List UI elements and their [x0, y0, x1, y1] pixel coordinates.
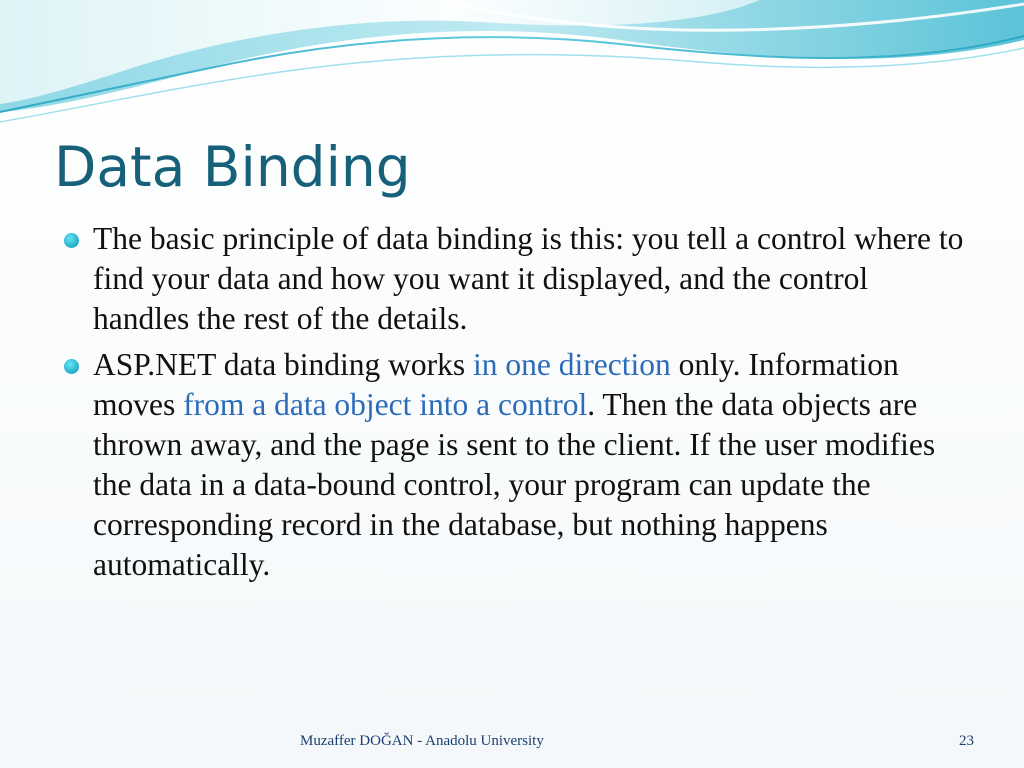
bullet-text: ASP.NET data binding works — [93, 347, 474, 382]
bullet-icon — [64, 359, 79, 374]
bullet-icon — [64, 233, 79, 248]
highlighted-text: from a data object into a control — [183, 387, 588, 422]
bullet-list — [64, 219, 964, 591]
bullet-text: The basic principle of data binding is this: you tell a control where to find your data and how you want it displayed, and the control handles the rest of the details. — [93, 221, 964, 336]
page-number: 23 — [959, 733, 974, 749]
slide-title: Data Binding — [54, 135, 411, 199]
bullet-text: only. Information moves — [93, 347, 899, 422]
bullet-item — [64, 345, 964, 585]
bullet-text: . Then the data objects are thrown away, and the page is sent to the client. If the user modifies the data in a data-bound control, your program can update the corresponding record in the database, but nothing happens automatically. — [93, 387, 936, 582]
footer-author: Muzaffer DOĞAN - Anadolu University — [300, 733, 544, 749]
bullet-item — [64, 219, 964, 339]
highlighted-text: in one direction — [473, 347, 671, 382]
header-wave-decoration — [0, 0, 1024, 130]
